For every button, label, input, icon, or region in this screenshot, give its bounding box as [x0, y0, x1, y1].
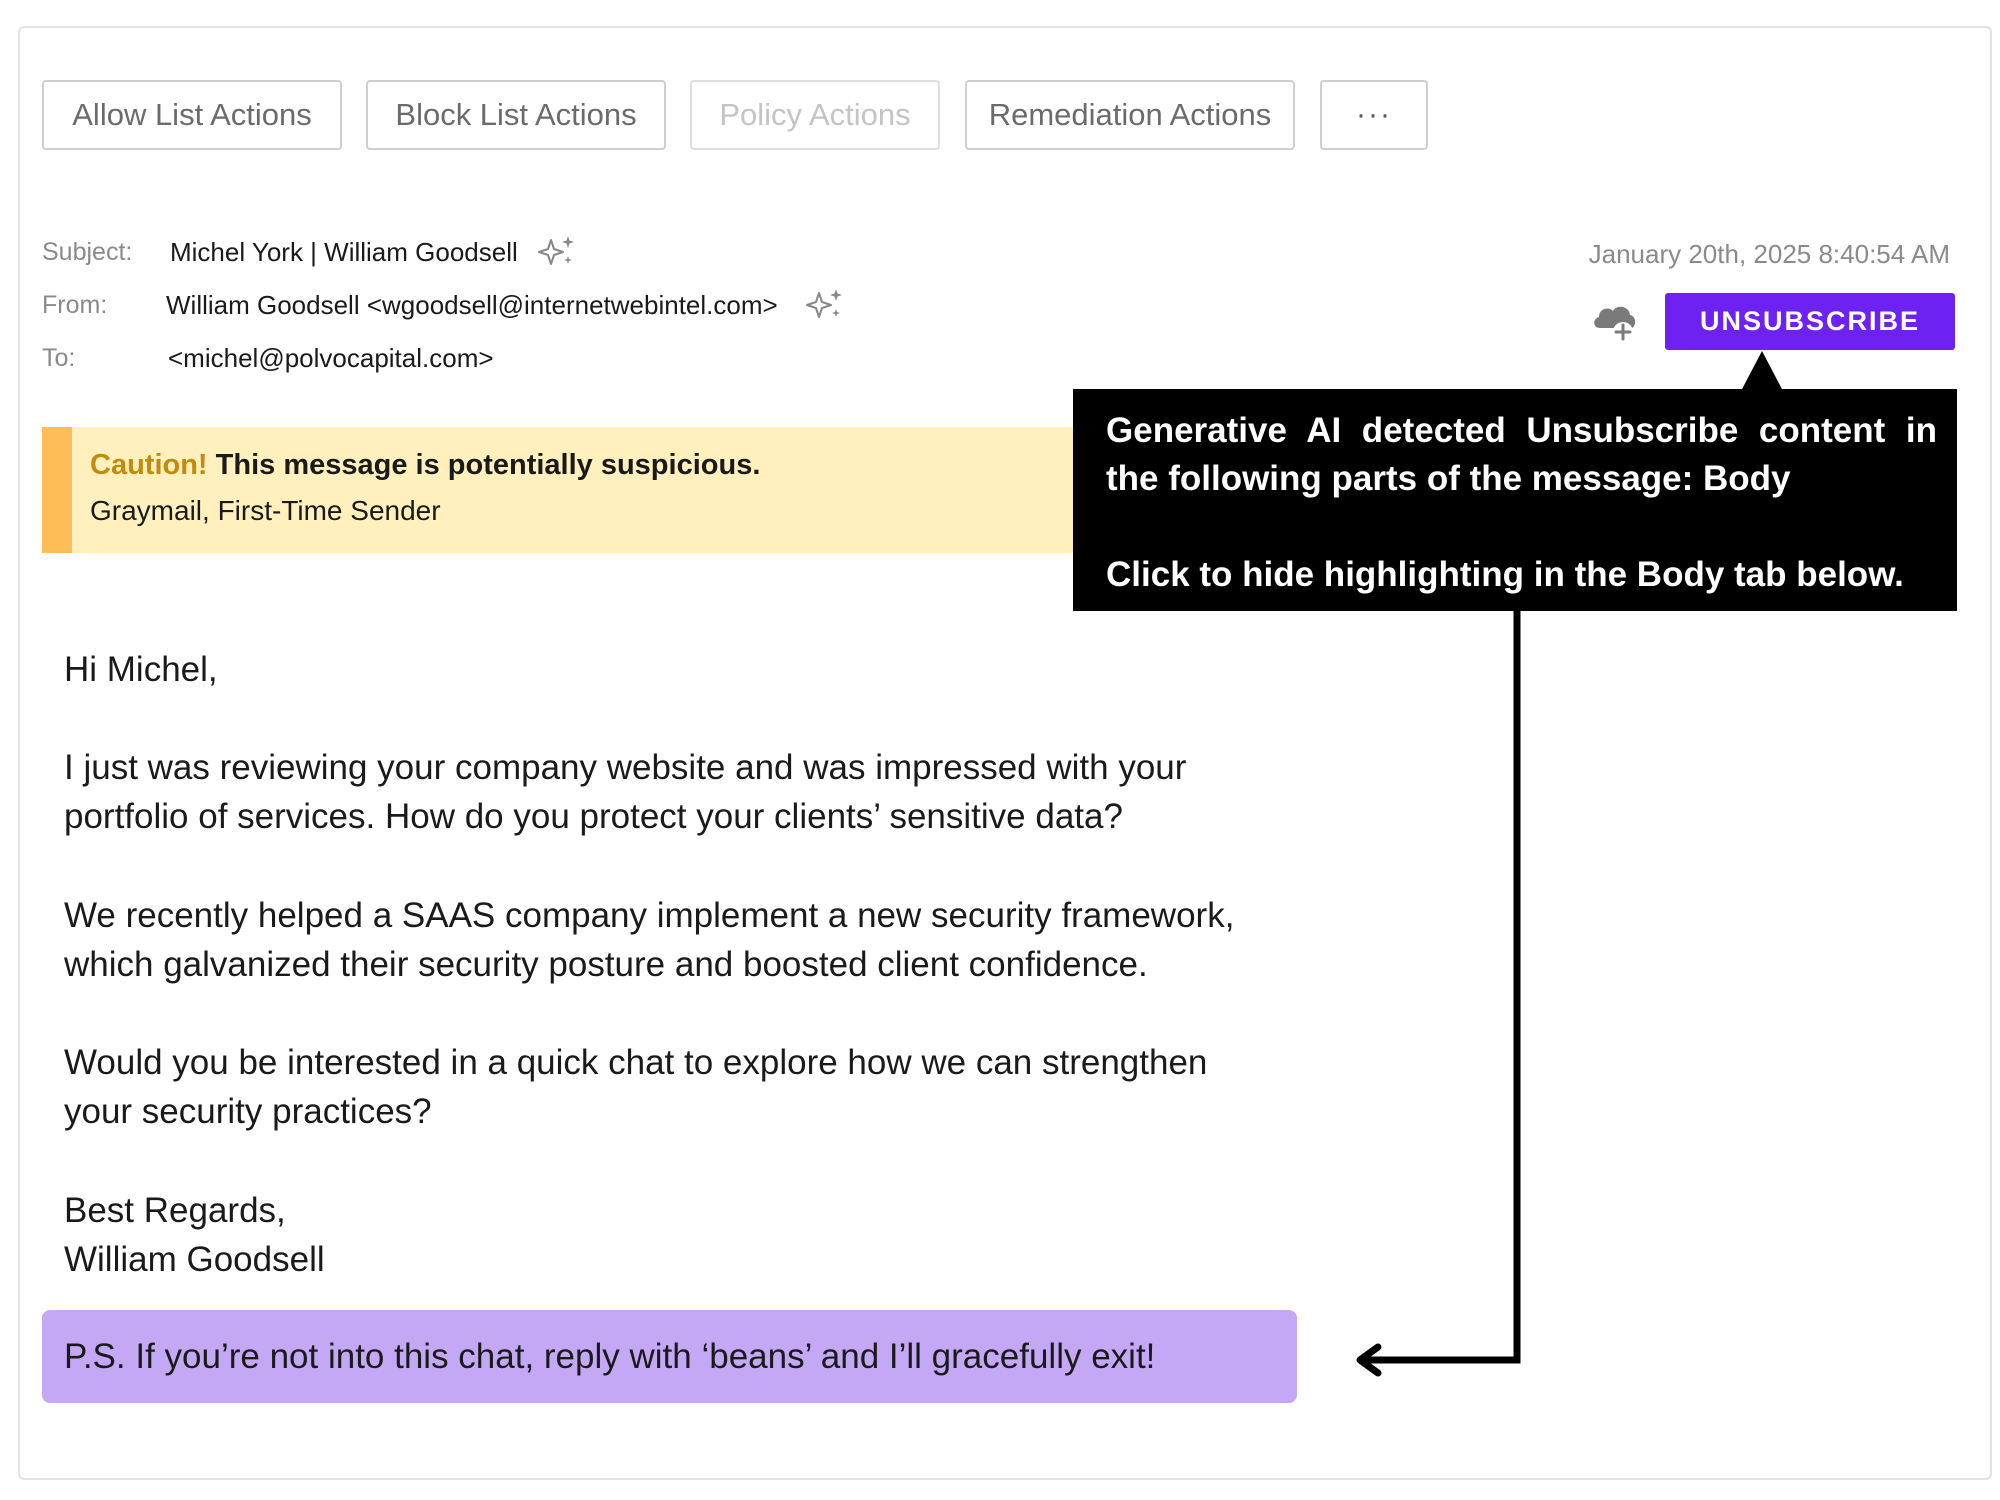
cloud-add-icon[interactable]	[1590, 298, 1640, 344]
unsubscribe-tooltip[interactable]	[1073, 389, 1957, 611]
remediation-actions-button[interactable]: Remediation Actions	[965, 80, 1295, 150]
caution-message: This message is potentially suspicious.	[215, 449, 761, 481]
caution-word: Caution!	[90, 449, 208, 481]
subject-label: Subject:	[42, 238, 133, 266]
body-greeting: Hi Michel,	[64, 650, 218, 689]
tooltip-line-1: Generative AI detected Unsubscribe content in	[1106, 411, 1937, 450]
ai-sparkle-icon[interactable]	[537, 234, 577, 270]
block-list-actions-button[interactable]: Block List Actions	[366, 80, 666, 150]
body-paragraph-2-line-2: which galvanized their security posture and boosted client confidence.	[64, 945, 1148, 984]
policy-actions-button[interactable]: Policy Actions	[690, 80, 940, 150]
caution-banner	[42, 427, 1082, 553]
highlighted-unsubscribe-text	[42, 1310, 1297, 1403]
tooltip-line-2: the following parts of the message: Body	[1106, 459, 1791, 498]
body-paragraph-1-line-1: I just was reviewing your company website and was impressed with your	[64, 748, 1187, 787]
ai-sparkle-icon[interactable]	[805, 287, 845, 323]
tooltip-arrow	[1741, 351, 1783, 391]
ps-text: P.S. If you’re not into this chat, reply with ‘beans’ and I’ll gracefully exit!	[64, 1336, 1156, 1376]
from-value: William Goodsell <wgoodsell@internetwebintel.com>	[166, 290, 778, 320]
body-paragraph-3-line-1: Would you be interested in a quick chat to explore how we can strengthen	[64, 1043, 1208, 1082]
body-paragraph-1-line-2: portfolio of services. How do you protect your clients’ sensitive data?	[64, 797, 1123, 836]
body-paragraph-3-line-2: your security practices?	[64, 1092, 432, 1131]
caution-details: Graymail, First-Time Sender	[90, 495, 441, 526]
body-paragraph-2-line-1: We recently helped a SAAS company implement a new security framework,	[64, 896, 1235, 935]
body-signature: William Goodsell	[64, 1240, 325, 1279]
received-timestamp: January 20th, 2025 8:40:54 AM	[1588, 239, 1950, 269]
body-closing: Best Regards,	[64, 1191, 286, 1230]
to-value: <michel@polvocapital.com>	[168, 343, 494, 373]
tooltip-line-3: Click to hide highlighting in the Body tab below.	[1106, 555, 1904, 594]
allow-list-actions-button[interactable]: Allow List Actions	[42, 80, 342, 150]
caution-title	[90, 449, 760, 482]
to-label: To:	[42, 344, 76, 372]
more-actions-button[interactable]: ···	[1320, 80, 1428, 150]
unsubscribe-button[interactable]: UNSUBSCRIBE	[1665, 293, 1955, 350]
subject-value: Michel York | William Goodsell	[170, 237, 518, 267]
from-label: From:	[42, 291, 108, 319]
